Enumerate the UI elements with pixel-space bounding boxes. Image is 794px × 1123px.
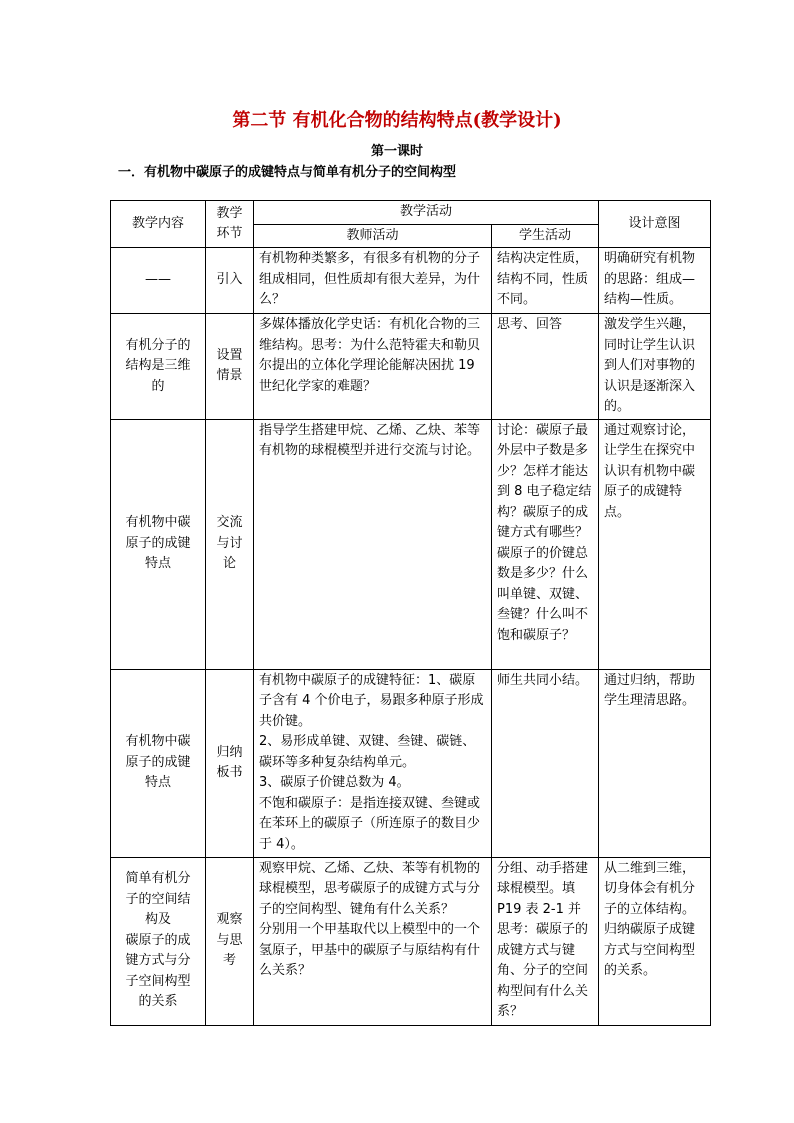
cell-student: 思考、回答 <box>492 314 599 420</box>
cell-stage: 引入 <box>206 248 254 314</box>
cell-intent: 从二维到三维，切身体会有机分子的立体结构。归纳碳原子成键方式与空间构型的关系。 <box>599 857 711 1025</box>
header-student: 学生活动 <box>492 224 599 248</box>
page-title: 第二节 有机化合物的结构特点(教学设计) <box>232 110 562 131</box>
cell-teacher: 指导学生搭建甲烷、乙烯、乙炔、苯等有机物的球棍模型并进行交流与讨论。 <box>254 419 492 669</box>
table-row <box>111 248 711 314</box>
table-row <box>111 419 711 669</box>
section-heading: 一．有机物中碳原子的成键特点与简单有机分子的空间构型 <box>118 165 457 180</box>
cell-teacher: 有机物中碳原子的成键特征：1、碳原子含有 4 个价电子，易跟多种原子形成共价键。 2、易形成单键、双键、叁键、碳链、碳环等多种复杂结构单元。 3、碳原子价键总数为 4。 不饱和碳原子：是指连接双键、叁键或在苯环上的碳原子（所连原子的数目少于 4）。 <box>254 669 492 857</box>
cell-stage: 观察 与思 考 <box>206 857 254 1025</box>
header-teacher: 教师活动 <box>254 224 492 248</box>
lesson-label: 第一课时 <box>370 144 423 159</box>
lesson-plan-table <box>110 200 711 1026</box>
cell-student: 讨论：碳原子最外层中子数是多少？怎样才能达到 8 电子稳定结构？碳原子的成键方式有哪些？碳原子的价键总数是多少？什么叫单键、双键、叁键？什么叫不饱和碳原子？ <box>492 419 599 669</box>
cell-teacher: 观察甲烷、乙烯、乙炔、苯等有机物的球棍模型，思考碳原子的成键方式与分子的空间构型、键角有什么关系？ 分别用一个甲基取代以上模型中的一个氢原子，甲基中的碳原子与原结构有什么关系？ <box>254 857 492 1025</box>
cell-student: 分组、动手搭建球棍模型。填 P19 表 2-1 并思考：碳原子的成键方式与键角、分子的空间构型间有什么关系？ <box>492 857 599 1025</box>
table-header-row <box>111 201 711 225</box>
cell-student: 师生共同小结。 <box>492 669 599 857</box>
cell-content: 有机分子的 结构是三维 的 <box>111 314 206 420</box>
cell-stage: 设置 情景 <box>206 314 254 420</box>
cell-content: 有机物中碳 原子的成键 特点 <box>111 419 206 669</box>
header-intent: 设计意图 <box>599 201 711 248</box>
table-row <box>111 669 711 857</box>
cell-intent: 通过归纳，帮助学生理清思路。 <box>599 669 711 857</box>
cell-content: 有机物中碳 原子的成键 特点 <box>111 669 206 857</box>
cell-intent: 激发学生兴趣，同时让学生认识到人们对事物的认识是逐渐深入的。 <box>599 314 711 420</box>
cell-teacher: 有机物种类繁多，有很多有机物的分子组成相同，但性质却有很大差异，为什么？ <box>254 248 492 314</box>
cell-content: 简单有机分 子的空间结 构及 碳原子的成 键方式与分 子空间构型 的关系 <box>111 857 206 1025</box>
table-row <box>111 857 711 1025</box>
cell-intent: 通过观察讨论，让学生在探究中认识有机物中碳原子的成键特点。 <box>599 419 711 669</box>
cell-student: 结构决定性质，结构不同，性质不同。 <box>492 248 599 314</box>
cell-intent: 明确研究有机物的思路：组成—结构—性质。 <box>599 248 711 314</box>
header-activity: 教学活动 <box>254 201 599 225</box>
cell-teacher: 多媒体播放化学史话：有机化合物的三维结构。思考：为什么范特霍夫和勒贝尔提出的立体化学理论能解决困扰 19 世纪化学家的难题？ <box>254 314 492 420</box>
cell-content: —— <box>111 248 206 314</box>
header-stage: 教学 环节 <box>206 201 254 248</box>
table-row <box>111 314 711 420</box>
header-content: 教学内容 <box>111 201 206 248</box>
cell-stage: 交流 与讨 论 <box>206 419 254 669</box>
cell-stage: 归纳 板书 <box>206 669 254 857</box>
